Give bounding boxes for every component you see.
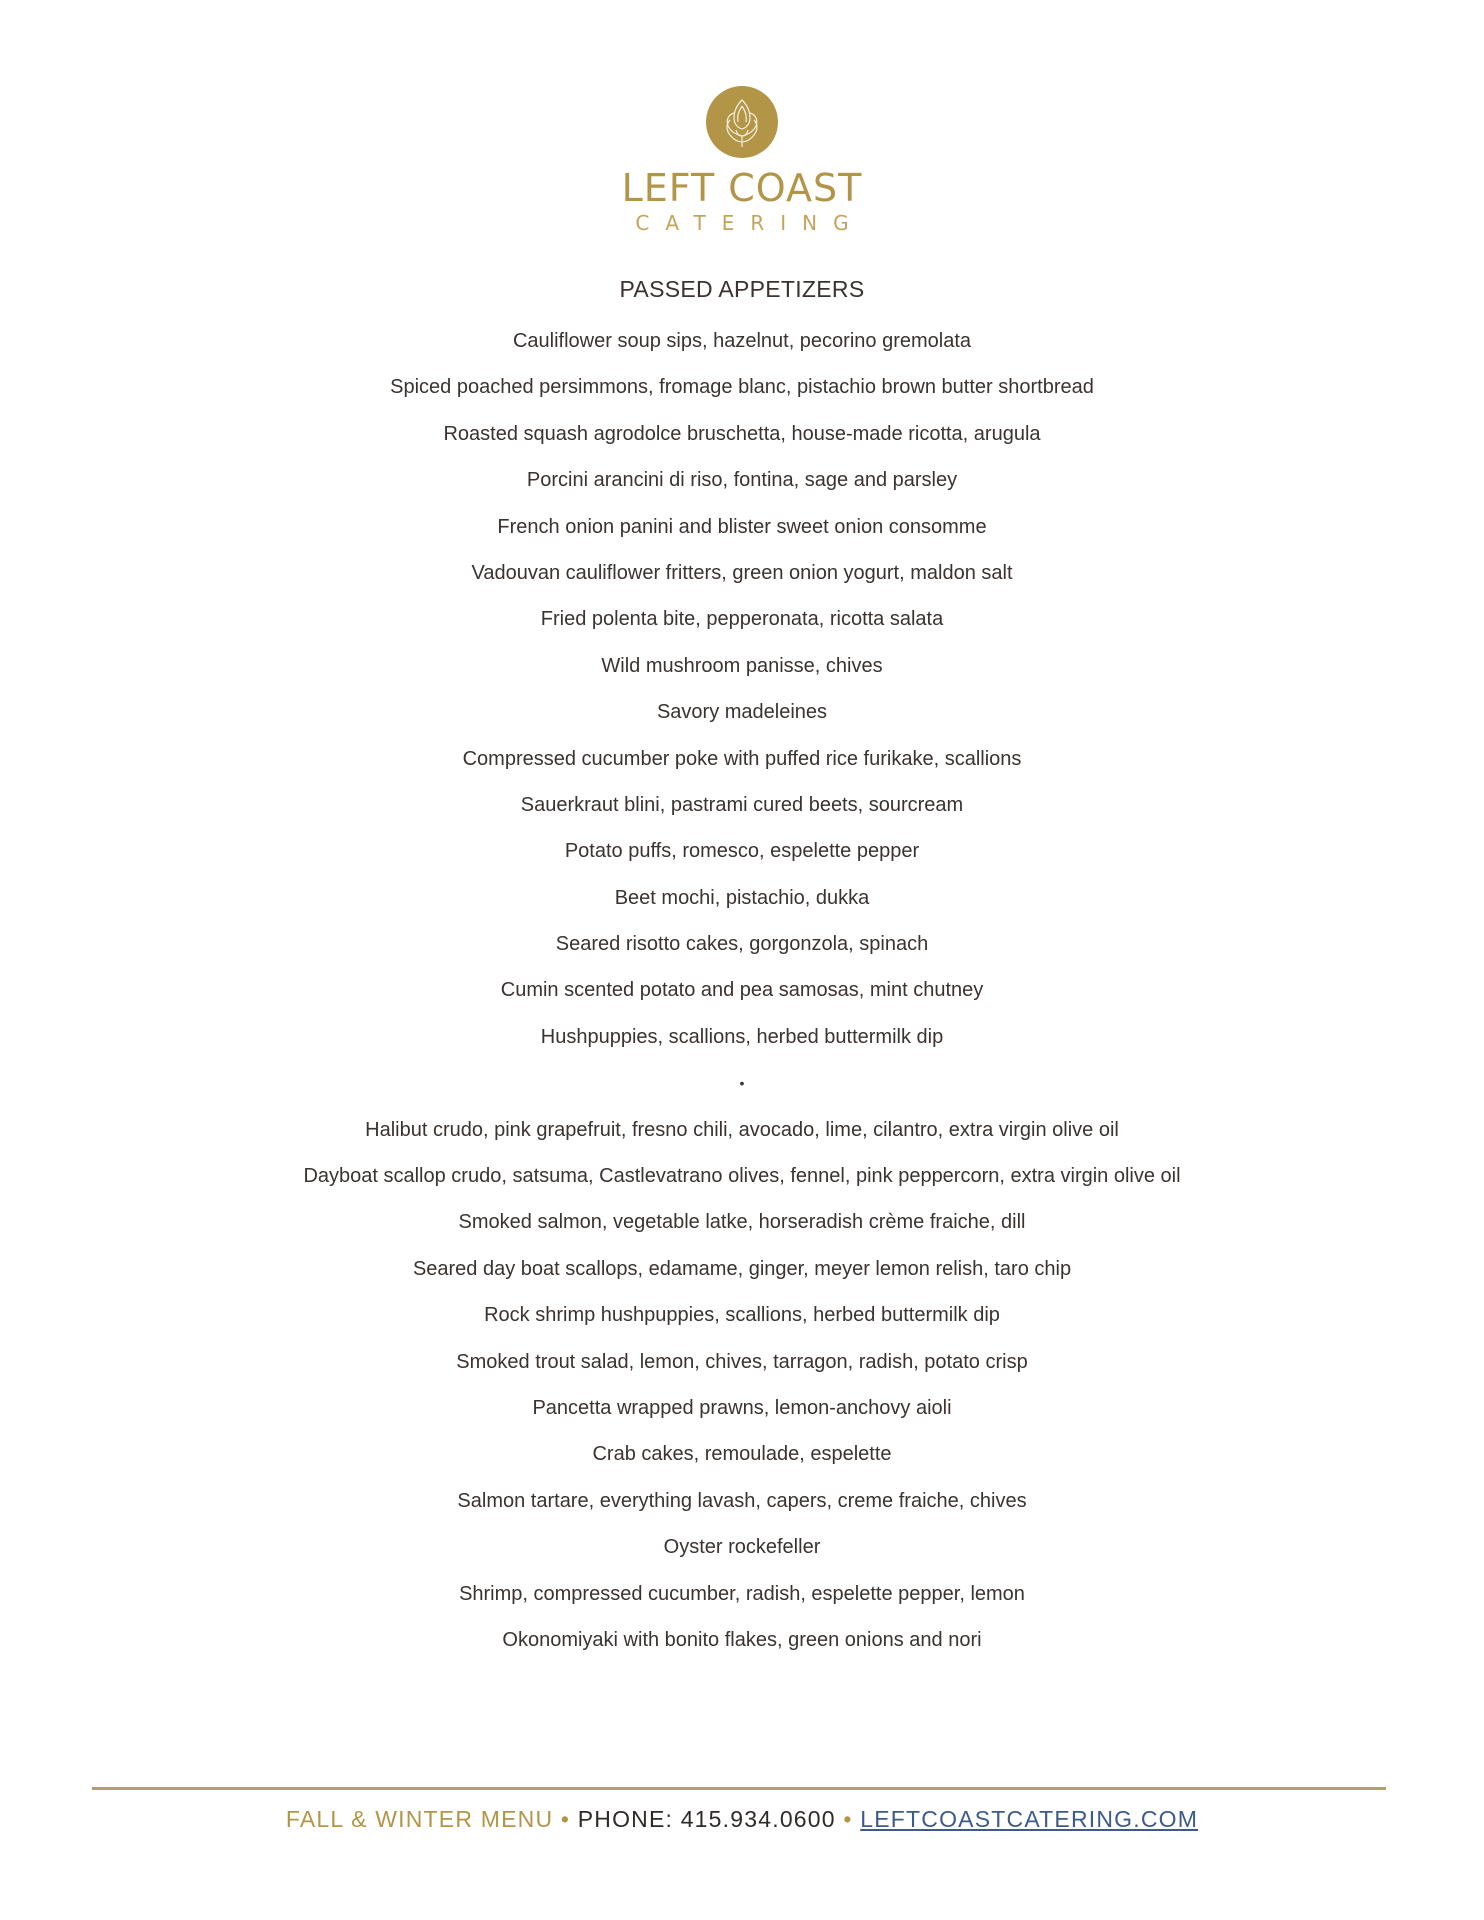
menu-item: Beet mochi, pistachio, dukka <box>614 886 870 909</box>
menu-item: Smoked salmon, vegetable latke, horseradish crème fraiche, dill <box>458 1211 1026 1234</box>
menu-item: Hushpuppies, scallions, herbed buttermilk dip <box>540 1025 944 1048</box>
artichoke-icon <box>706 86 778 158</box>
menu-item: Seared risotto cakes, gorgonzola, spinach <box>555 933 929 956</box>
footer-phone: PHONE: 415.934.0600 <box>577 1806 836 1832</box>
menu-item: Wild mushroom panisse, chives <box>601 654 883 677</box>
footer-divider <box>92 1787 1386 1790</box>
menu-item: Roasted squash agrodolce bruschetta, house-made ricotta, arugula <box>443 422 1041 445</box>
menu-item: Rock shrimp hushpuppies, scallions, herbed buttermilk dip <box>484 1304 1000 1327</box>
menu-item: Salmon tartare, everything lavash, capers, creme fraiche, chives <box>457 1489 1027 1512</box>
menu-item: Pancetta wrapped prawns, lemon-anchovy aioli <box>532 1396 952 1419</box>
section-title: PASSED APPETIZERS <box>619 276 865 302</box>
menu-item: Fried polenta bite, pepperonata, ricotta salata <box>540 608 944 631</box>
menu-item: French onion panini and blister sweet onion consomme <box>497 515 987 538</box>
menu-item: Vadouvan cauliflower fritters, green onion yogurt, maldon salt <box>471 561 1013 584</box>
footer-season: FALL & WINTER MENU <box>285 1806 554 1832</box>
brand-subtitle: CATERING <box>635 211 865 235</box>
menu-item: Oyster rockefeller <box>663 1536 821 1559</box>
menu-item: Okonomiyaki with bonito flakes, green onions and nori <box>502 1628 982 1651</box>
section-separator: • <box>739 1075 745 1092</box>
menu-item: Dayboat scallop crudo, satsuma, Castlevatrano olives, fennel, pink peppercorn, extra virgin olive oil <box>303 1165 1181 1188</box>
menu-item: Smoked trout salad, lemon, chives, tarragon, radish, potato crisp <box>456 1350 1028 1373</box>
menu-item: Seared day boat scallops, edamame, ginger, meyer lemon relish, taro chip <box>412 1257 1072 1280</box>
menu-item: Halibut crudo, pink grapefruit, fresno chili, avocado, lime, cilantro, extra virgin olive oil <box>365 1118 1119 1141</box>
menu-item: Savory madeleines <box>656 701 828 724</box>
footer-dot: • <box>560 1806 571 1832</box>
brand-name: LEFT COAST <box>621 166 863 210</box>
footer-dot: • <box>843 1806 853 1832</box>
menu-item: Compressed cucumber poke with puffed rice furikake, scallions <box>462 747 1022 770</box>
menu-item: Cauliflower soup sips, hazelnut, pecorino gremolata <box>512 330 972 352</box>
menu-list <box>0 272 1484 1663</box>
website-link[interactable]: LEFTCOASTCATERING.COM <box>860 1806 1199 1832</box>
menu-item: Potato puffs, romesco, espelette pepper <box>564 840 920 863</box>
menu-item: Shrimp, compressed cucumber, radish, espelette pepper, lemon <box>459 1582 1025 1605</box>
menu-item: Cumin scented potato and pea samosas, mint chutney <box>500 979 984 1002</box>
brand-header <box>0 86 1484 236</box>
footer <box>0 1804 1484 1834</box>
menu-item: Spiced poached persimmons, fromage blanc, pistachio brown butter shortbread <box>390 376 1094 399</box>
menu-item: Crab cakes, remoulade, espelette <box>592 1443 892 1466</box>
menu-item: Porcini arancini di riso, fontina, sage and parsley <box>526 469 958 492</box>
menu-item: Sauerkraut blini, pastrami cured beets, sourcream <box>520 793 964 816</box>
